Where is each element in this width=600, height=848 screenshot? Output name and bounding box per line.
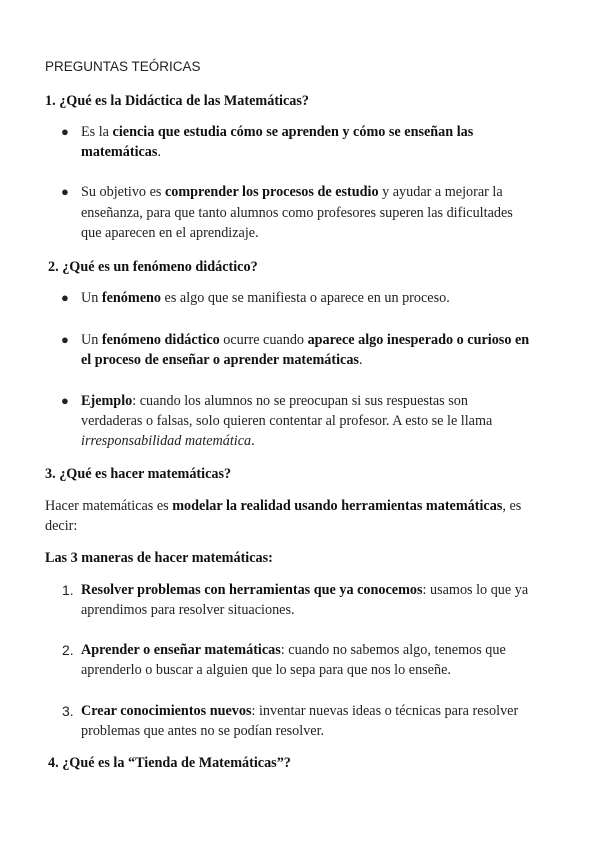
q3-item-1-line-1: Resolver problemas con herramientas que ya conocemos: usamos lo que ya: [81, 582, 529, 598]
bullet-icon: ●: [61, 290, 69, 305]
q1-bullet-1-line-2: matemáticas.: [81, 144, 161, 160]
question-4-title: 4. ¿Qué es la “Tienda de Matemáticas”?: [48, 755, 291, 771]
bullet-icon: ●: [61, 184, 69, 199]
bullet-icon: ●: [61, 393, 69, 408]
bullet-icon: ●: [61, 332, 69, 347]
question-2-title: 2. ¿Qué es un fenómeno didáctico?: [48, 259, 258, 275]
q1-bullet-1-line-1: Es la ciencia que estudia cómo se aprenden y cómo se enseñan las: [81, 124, 474, 140]
list-number: 2.: [62, 642, 74, 658]
q2-bullet-3-line-1: Ejemplo: cuando los alumnos no se preocupan si sus respuestas son: [81, 393, 468, 409]
q2-bullet-2-line-1: Un fenómeno didáctico ocurre cuando aparece algo inesperado o curioso en: [81, 332, 530, 348]
q3-subtitle: Las 3 maneras de hacer matemáticas:: [45, 550, 273, 566]
list-number: 1.: [62, 582, 74, 598]
q2-bullet-3-line-2: verdaderas o falsas, solo quieren contentar al profesor. A esto se le llama: [81, 413, 493, 429]
q2-bullet-1: Un fenómeno es algo que se manifiesta o aparece en un proceso.: [81, 290, 450, 306]
q1-bullet-2-line-1: Su objetivo es comprender los procesos de estudio y ayudar a mejorar la: [81, 184, 503, 200]
q1-bullet-2-line-3: que aparecen en el aprendizaje.: [81, 225, 259, 241]
q1-bullet-2-line-2: enseñanza, para que tanto alumnos como profesores superen las dificultades: [81, 205, 513, 221]
list-number: 3.: [62, 703, 74, 719]
question-3-title: 3. ¿Qué es hacer matemáticas?: [45, 466, 232, 482]
question-1-title: 1. ¿Qué es la Didáctica de las Matemáticas?: [45, 93, 309, 109]
q3-item-3-line-1: Crear conocimientos nuevos: inventar nuevas ideas o técnicas para resolver: [81, 703, 519, 719]
q3-item-3-line-2: problemas que antes no se podían resolver.: [81, 723, 325, 739]
page-heading: PREGUNTAS TEÓRICAS: [45, 59, 201, 74]
q3-item-2-line-2: aprenderlo o buscar a alguien que lo sepa para que nos lo enseñe.: [81, 662, 451, 678]
q3-paragraph-line-1: Hacer matemáticas es modelar la realidad usando herramientas matemáticas, es: [45, 498, 522, 514]
q3-paragraph-line-2: decir:: [45, 518, 78, 534]
q3-item-2-line-1: Aprender o enseñar matemáticas: cuando no sabemos algo, tenemos que: [81, 642, 506, 658]
q3-item-1-line-2: aprendimos para resolver situaciones.: [81, 602, 295, 618]
q2-bullet-2-line-2: el proceso de enseñar o aprender matemáticas.: [81, 352, 363, 368]
q2-bullet-3-line-3: irresponsabilidad matemática.: [81, 433, 255, 449]
bullet-icon: ●: [61, 124, 69, 139]
